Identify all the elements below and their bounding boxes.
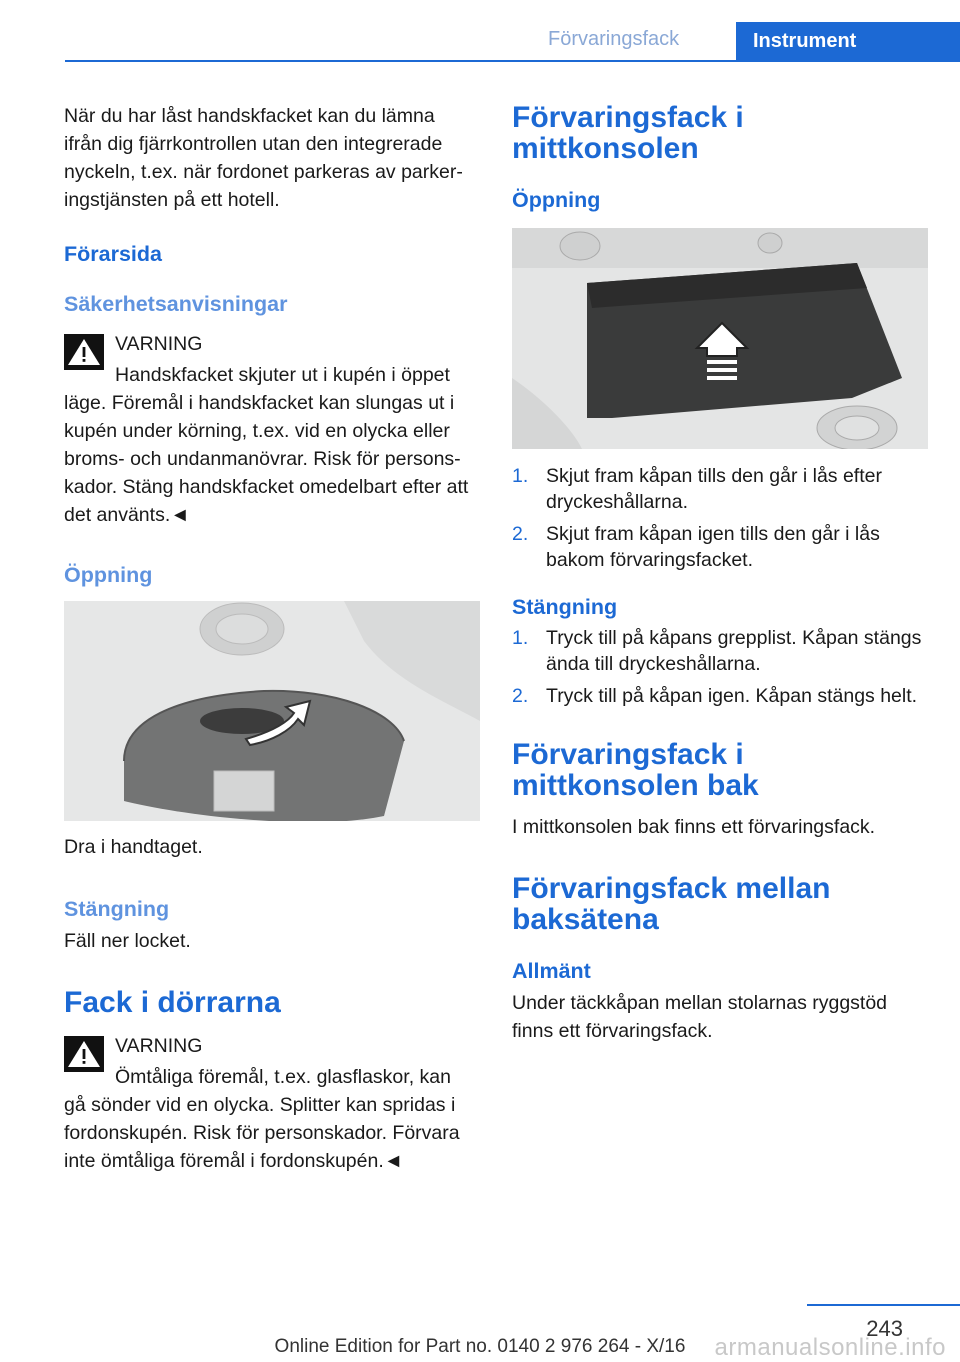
step-text: Skjut fram kåpan tills den går i lås efter dryckeshållarna.	[546, 465, 882, 513]
footer-text: Online Edition for Part no. 0140 2 976 264 - X/16	[274, 1336, 686, 1357]
heading-door-pockets: Fack i dörrarna	[64, 986, 281, 1019]
warning-2-line2: Ömtåliga föremål, t.ex. glasflaskor, kan	[115, 1066, 451, 1088]
closing-steps-list	[512, 625, 928, 709]
list-item	[512, 625, 928, 677]
rear-console-text: I mittkonsolen bak finns ett förvaringsfack.	[512, 816, 876, 838]
center-console-drawing	[512, 228, 928, 449]
warning-triangle-icon	[64, 334, 104, 370]
step-number: 1.	[512, 627, 529, 649]
left-column	[64, 102, 480, 1175]
header-rule	[65, 60, 960, 62]
page-number: 243	[866, 1316, 903, 1341]
list-item	[512, 683, 928, 709]
step-text: Tryck till på kåpan igen. Kåpan stängs helt.	[546, 685, 918, 707]
general-text: Under täckkåpan mellan stolarnas ryggstöd finns ett förvaringsfack.	[512, 992, 888, 1042]
warning-1-title: VARNING	[115, 333, 203, 355]
heading-rear-console: Förvaringsfack i mittkonsolen bak	[512, 738, 759, 802]
step-number: 1.	[512, 465, 529, 487]
warning-triangle-icon	[64, 1036, 104, 1072]
heading-opening-left: Öppning	[64, 563, 153, 587]
warning-1-body: läge. Föremål i handskfacket kan slungas ut i kupén under körning, t.ex. vid en olycka eller broms- och undanmanövrar. Risk för persons‐kador. Stäng handskfacket omedelbart efter att det använts.◄	[64, 392, 469, 526]
heading-closing-right: Stängning	[512, 595, 618, 619]
warning-block-1	[64, 330, 480, 529]
opening-steps-list	[512, 463, 928, 573]
warning-block-2	[64, 1032, 480, 1175]
heading-center-console: Förvaringsfack i mittkonsolen	[512, 101, 744, 165]
header-chapter-tab	[736, 22, 960, 61]
heading-general: Allmänt	[512, 959, 591, 983]
glovebox-drawing	[64, 601, 480, 821]
header-chapter-label: Instrument	[753, 30, 857, 52]
opening-instruction: Dra i handtaget.	[64, 836, 203, 858]
right-column	[512, 102, 928, 1045]
list-item	[512, 521, 928, 573]
page-number-rule	[807, 1304, 960, 1306]
step-number: 2.	[512, 523, 529, 545]
step-number: 2.	[512, 685, 529, 707]
center-console-illustration	[512, 228, 928, 449]
glovebox-illustration	[64, 601, 480, 821]
watermark: armanualsonline.info	[714, 1334, 946, 1361]
heading-opening-right: Öppning	[512, 188, 601, 212]
intro-paragraph: När du har låst handskfacket kan du lämna ifrån dig fjärrkontrollen utan den integrerade nyckeln, t.ex. när fordonet parkeras av parker‐ingstjänsten på ett hotell.	[64, 105, 463, 211]
warning-2-title: VARNING	[115, 1035, 203, 1057]
heading-driver-side: Förarsida	[64, 242, 162, 266]
warning-2-body: gå sönder vid en olycka. Splitter kan spridas i fordonskupén. Risk för personskador. Förvara inte ömtåliga föremål i fordonskupén.◄	[64, 1094, 460, 1172]
heading-between-rear-seats: Förvaringsfack mellan baksätena	[512, 872, 831, 936]
header-section-tab: Förvaringsfack	[548, 28, 680, 50]
closing-instruction: Fäll ner locket.	[64, 930, 191, 952]
warning-1-line2: Handskfacket skjuter ut i kupén i öppet	[115, 364, 450, 386]
heading-closing-left: Stängning	[64, 897, 170, 921]
step-text: Tryck till på kåpans grepplist. Kåpan stängs ända till dryckeshållarna.	[546, 627, 922, 675]
heading-safety: Säkerhetsanvisningar	[64, 292, 288, 316]
step-text: Skjut fram kåpan igen tills den går i lås bakom förvaringsfacket.	[546, 523, 880, 571]
list-item	[512, 463, 928, 515]
